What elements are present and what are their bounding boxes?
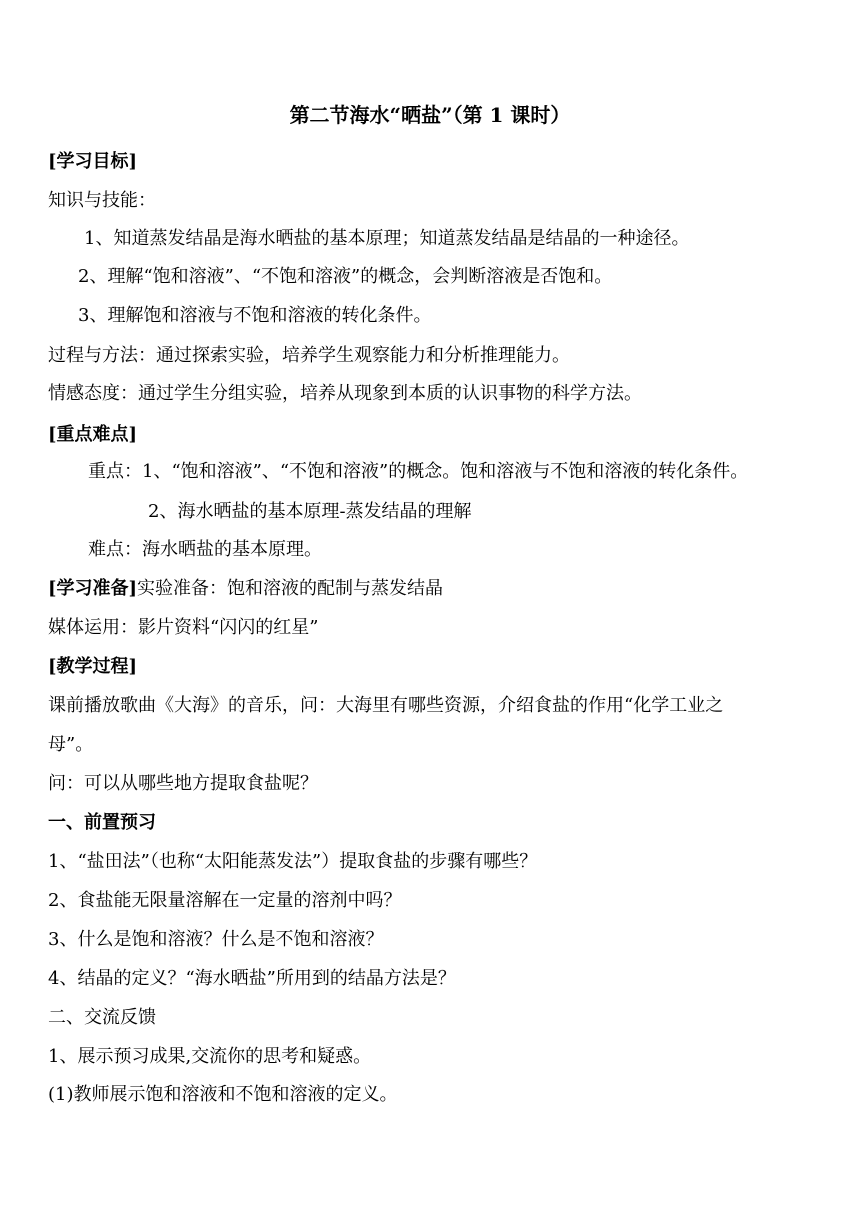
objectives-heading: [学习目标] <box>48 151 138 172</box>
objective-item-2: 2、理解“饱和溶液”、“不饱和溶液”的概念，会判断溶液是否饱和。 <box>78 266 613 287</box>
process-method-text: 过程与方法：通过探索实验，培养学生观察能力和分析推理能力。 <box>48 345 570 366</box>
media-text: 媒体运用：影片资料“闪闪的红星” <box>48 617 319 638</box>
exchange-item-1: 1、展示预习成果,交流你的思考和疑惑。 <box>48 1046 372 1067</box>
preparation-text: 实验准备：饱和溶液的配制与蒸发结晶 <box>137 578 444 599</box>
key-points-heading: [重点难点] <box>48 424 138 445</box>
preview-item-2: 2、食盐能无限量溶解在一定量的溶剂中吗？ <box>48 890 402 911</box>
exchange-item-2: (1)教师展示饱和溶液和不饱和溶液的定义。 <box>48 1084 398 1105</box>
key-point-2: 2、海水晒盐的基本原理-蒸发结晶的理解 <box>148 501 472 522</box>
preview-item-1: 1、“盐田法”（也称“太阳能蒸发法”）提取食盐的步骤有哪些？ <box>48 851 538 872</box>
teaching-process-heading: [教学过程] <box>48 656 138 677</box>
preparation-line <box>48 577 443 601</box>
preview-heading: 一、前置预习 <box>48 812 156 833</box>
difficulty-text: 难点：海水晒盐的基本原理。 <box>88 539 322 560</box>
intro-line-2: 母”。 <box>48 734 94 755</box>
key-point-1: 重点：1、“饱和溶液”、“不饱和溶液”的概念。饱和溶液与不饱和溶液的转化条件。 <box>88 461 749 482</box>
attitude-text: 情感态度：通过学生分组实验，培养从现象到本质的认识事物的科学方法。 <box>48 383 642 404</box>
preparation-heading: [学习准备] <box>48 578 138 599</box>
knowledge-label: 知识与技能： <box>48 190 156 211</box>
intro-line-1: 课前播放歌曲《大海》的音乐，问：大海里有哪些资源，介绍食盐的作用“化学工业之 <box>48 695 724 716</box>
preview-item-3: 3、什么是饱和溶液？什么是不饱和溶液？ <box>48 929 384 950</box>
objective-item-1: 1、知道蒸发结晶是海水晒盐的基本原理；知道蒸发结晶是结晶的一种途径。 <box>84 228 690 249</box>
preview-item-4: 4、结晶的定义？“海水晒盐”所用到的结晶方法是？ <box>48 968 456 989</box>
document-title: 第二节海水“晒盐”（第 1 课时） <box>289 103 571 127</box>
objective-item-3: 3、理解饱和溶液与不饱和溶液的转化条件。 <box>78 305 432 326</box>
exchange-heading: 二、交流反馈 <box>48 1007 156 1028</box>
question-text: 问：可以从哪些地方提取食盐呢？ <box>48 773 318 794</box>
